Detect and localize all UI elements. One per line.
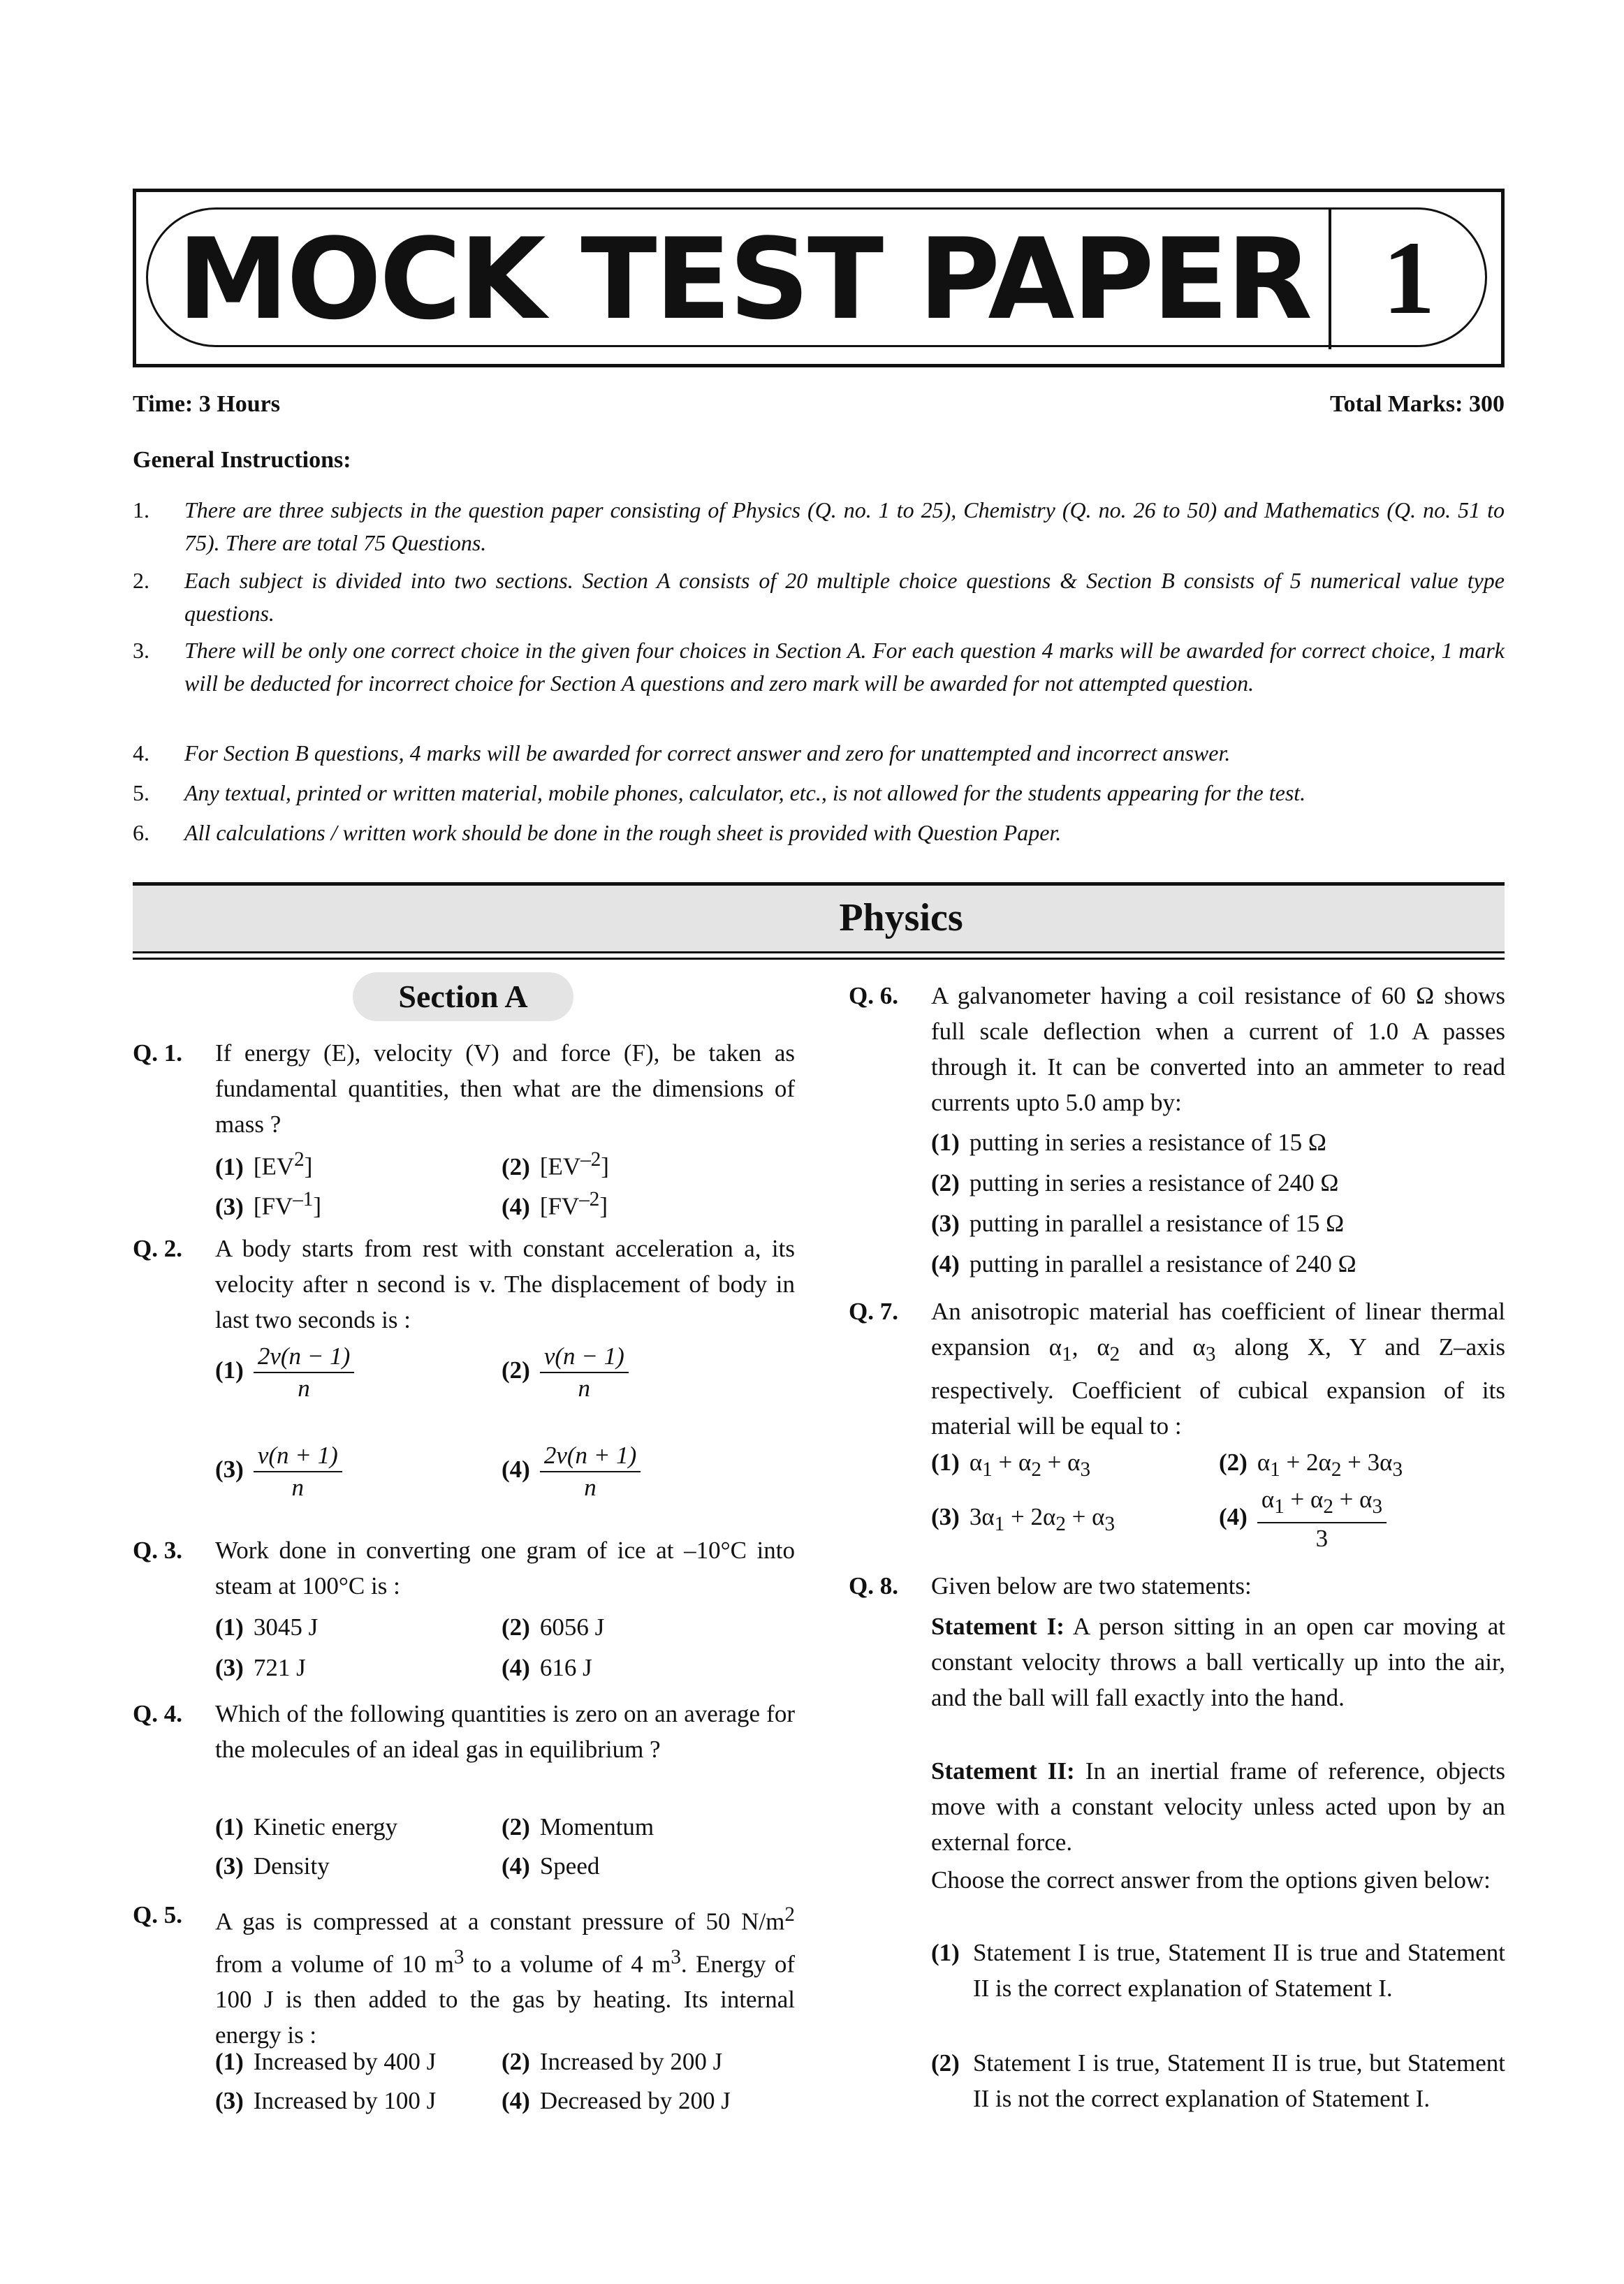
choose-instruction: Choose the correct answer from the options given below: bbox=[931, 1866, 1491, 1894]
question-text: A body starts from rest with constant acceleration a, its velocity after n second is v. The displacement of body in last two seconds is : bbox=[215, 1235, 795, 1333]
question-number: Q. 3. bbox=[133, 1537, 182, 1564]
option: (3) Density bbox=[215, 1852, 330, 1880]
option: (2) Momentum bbox=[502, 1813, 654, 1840]
question-number: Q. 5. bbox=[133, 1901, 182, 1928]
option: (2) $\frac{v(n - 1)}{n}$ bbox=[502, 1341, 629, 1404]
statement-1: Statement I: A person sitting in an open car moving at constant velocity throws a ball vertically up into the air, and the ball will fall exactly into the hand. bbox=[931, 1613, 1506, 1711]
title-box bbox=[133, 189, 1505, 367]
subject-title: Physics bbox=[839, 896, 963, 939]
paper-title: MOCK TEST PAPER bbox=[177, 214, 1311, 344]
option: (2) $\alpha_1 + 2\alpha_2 + 3\alpha_3$ bbox=[1219, 1449, 1403, 1481]
option: (3) Increased by 100 J bbox=[215, 2087, 437, 2114]
question-text: An anisotropic material has coefficient of linear thermal expansion $\alpha_1$, $\alpha_2$ and $\alpha_3$ along X, Y and Z–axis respectively. Coefficient of cubical expansion of its material will be equal to : bbox=[931, 1298, 1505, 1440]
option: (1) $[EV^2]$ bbox=[215, 1148, 313, 1180]
option: (4) Decreased by 200 J bbox=[502, 2087, 731, 2114]
section-label: Section A bbox=[353, 972, 573, 1021]
question-number: Q. 6. bbox=[849, 982, 898, 1009]
total-marks-label: Total Marks: 300 bbox=[1330, 391, 1505, 417]
statement-2: Statement II: In an inertial frame of reference, objects move with a constant velocity unless acted upon by an external force. bbox=[931, 1757, 1505, 1856]
question-text: A gas is compressed at a constant pressure of 50 $N/m^2$ from a volume of 10 $m^3$ to a volume of 4 $m^3$. Energy of 100 J is then added to the gas by heating. Its internal energy is : bbox=[215, 1903, 796, 2049]
option: (2) $[EV^{-2}]$ bbox=[502, 1148, 609, 1180]
option: (4) $\frac{2v(n + 1)}{n}$ bbox=[502, 1440, 641, 1503]
option: (1) putting in series a resistance of 15 Ω bbox=[931, 1129, 1326, 1156]
option: (4) Speed bbox=[502, 1852, 600, 1880]
option: (3) $3\alpha_1 + 2\alpha_2 + \alpha_3$ bbox=[931, 1503, 1115, 1535]
option: (1) $\frac{2v(n - 1)}{n}$ bbox=[215, 1341, 354, 1404]
question-text: A galvanometer having a coil resistance of 60 Ω shows full scale deflection when a current of 1.0 A passes through it. It can be converted into an ammeter to read currents upto 5.0 amp by: bbox=[931, 982, 1505, 1116]
band-underline bbox=[133, 958, 1505, 960]
paper-number: 1 bbox=[1382, 220, 1435, 336]
option: (3) putting in parallel a resistance of 15 Ω bbox=[931, 1210, 1345, 1237]
option: (2) Increased by 200 J bbox=[502, 2048, 723, 2075]
option: (3) 721 J bbox=[215, 1654, 306, 1681]
option: (1) $\alpha_1 + \alpha_2 + \alpha_3$ bbox=[931, 1449, 1091, 1481]
option: (1) Increased by 400 J bbox=[215, 2048, 437, 2075]
question-number: Q. 2. bbox=[133, 1235, 182, 1262]
option: (4) $\frac{\alpha_1 + \alpha_2 + \alpha_3}{3}$ bbox=[1219, 1484, 1387, 1554]
option: (3) $\frac{v(n + 1)}{n}$ bbox=[215, 1440, 342, 1503]
question-number: Q. 4. bbox=[133, 1700, 182, 1727]
option: (4) putting in parallel a resistance of 240 Ω bbox=[931, 1250, 1356, 1278]
option: (4) $[FV^{-2}]$ bbox=[502, 1188, 608, 1220]
question-number: Q. 7. bbox=[849, 1298, 898, 1325]
question-text: Which of the following quantities is zero on an average for the molecules of an ideal gas in equilibrium ? bbox=[215, 1700, 795, 1763]
time-label: Time: 3 Hours bbox=[133, 391, 280, 417]
question-intro: Given below are two statements: bbox=[931, 1572, 1252, 1599]
option: (1) Kinetic energy bbox=[215, 1813, 398, 1840]
option: (3) $[FV^{-1}]$ bbox=[215, 1188, 322, 1220]
instructions-heading: General Instructions: bbox=[133, 447, 351, 473]
question-number: Q. 1. bbox=[133, 1039, 182, 1067]
question-text: Work done in converting one gram of ice at –10°C into steam at 100°C is : bbox=[215, 1537, 795, 1599]
option: (2) 6056 J bbox=[502, 1613, 605, 1641]
question-number: Q. 8. bbox=[849, 1572, 898, 1599]
option: (2) putting in series a resistance of 240 Ω bbox=[931, 1169, 1339, 1196]
question-text: If energy (E), velocity (V) and force (F), be taken as fundamental quantities, then what are the dimensions of mass ? bbox=[215, 1039, 795, 1138]
option: (1) 3045 J bbox=[215, 1613, 319, 1641]
option: (4) 616 J bbox=[502, 1654, 592, 1681]
title-pill bbox=[146, 207, 1487, 347]
